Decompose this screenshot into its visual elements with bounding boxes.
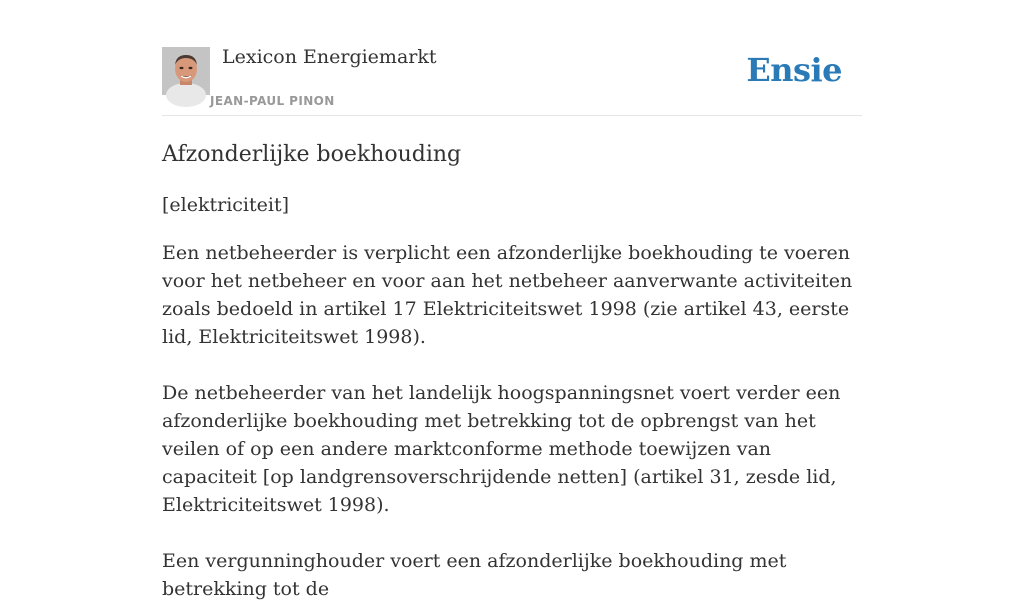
brand-logo[interactable]: Ensie bbox=[746, 51, 842, 89]
article-paragraph: Een vergunninghouder voert een afzonderlijke boekhouding met betrekking tot de bbox=[162, 550, 787, 600]
article-paragraph: Een netbeheerder is verplicht een afzonderlijke boekhouding te voeren voor het netbeheer en voor aan het netbeheer aanverwante activiteiten zoals bedoeld in artikel 17 Elektriciteitswet 1998 (zie artikel 43, eerste lid, Elektriciteitswet 1998). bbox=[162, 242, 853, 348]
author-avatar[interactable] bbox=[162, 47, 210, 95]
page-header bbox=[162, 44, 862, 116]
article-paragraph: De netbeheerder van het landelijk hoogspanningsnet voert verder een afzonderlijke boekhouding met betrekking tot de opbrengst van het veilen of op een andere marktconforme methode toewijzen van capaciteit [op landgrensoverschrijdende netten] (artikel 31, zesde lid, Elektriciteitswet 1998). bbox=[162, 382, 841, 516]
author-portrait-icon bbox=[162, 47, 210, 95]
article-category: [elektriciteit] bbox=[162, 194, 290, 216]
article-title: Afzonderlijke boekhouding bbox=[162, 142, 462, 167]
author-name[interactable]: JEAN-PAUL PINON bbox=[210, 94, 335, 108]
article bbox=[162, 140, 862, 603]
site-title[interactable]: Lexicon Energiemarkt bbox=[222, 46, 437, 68]
